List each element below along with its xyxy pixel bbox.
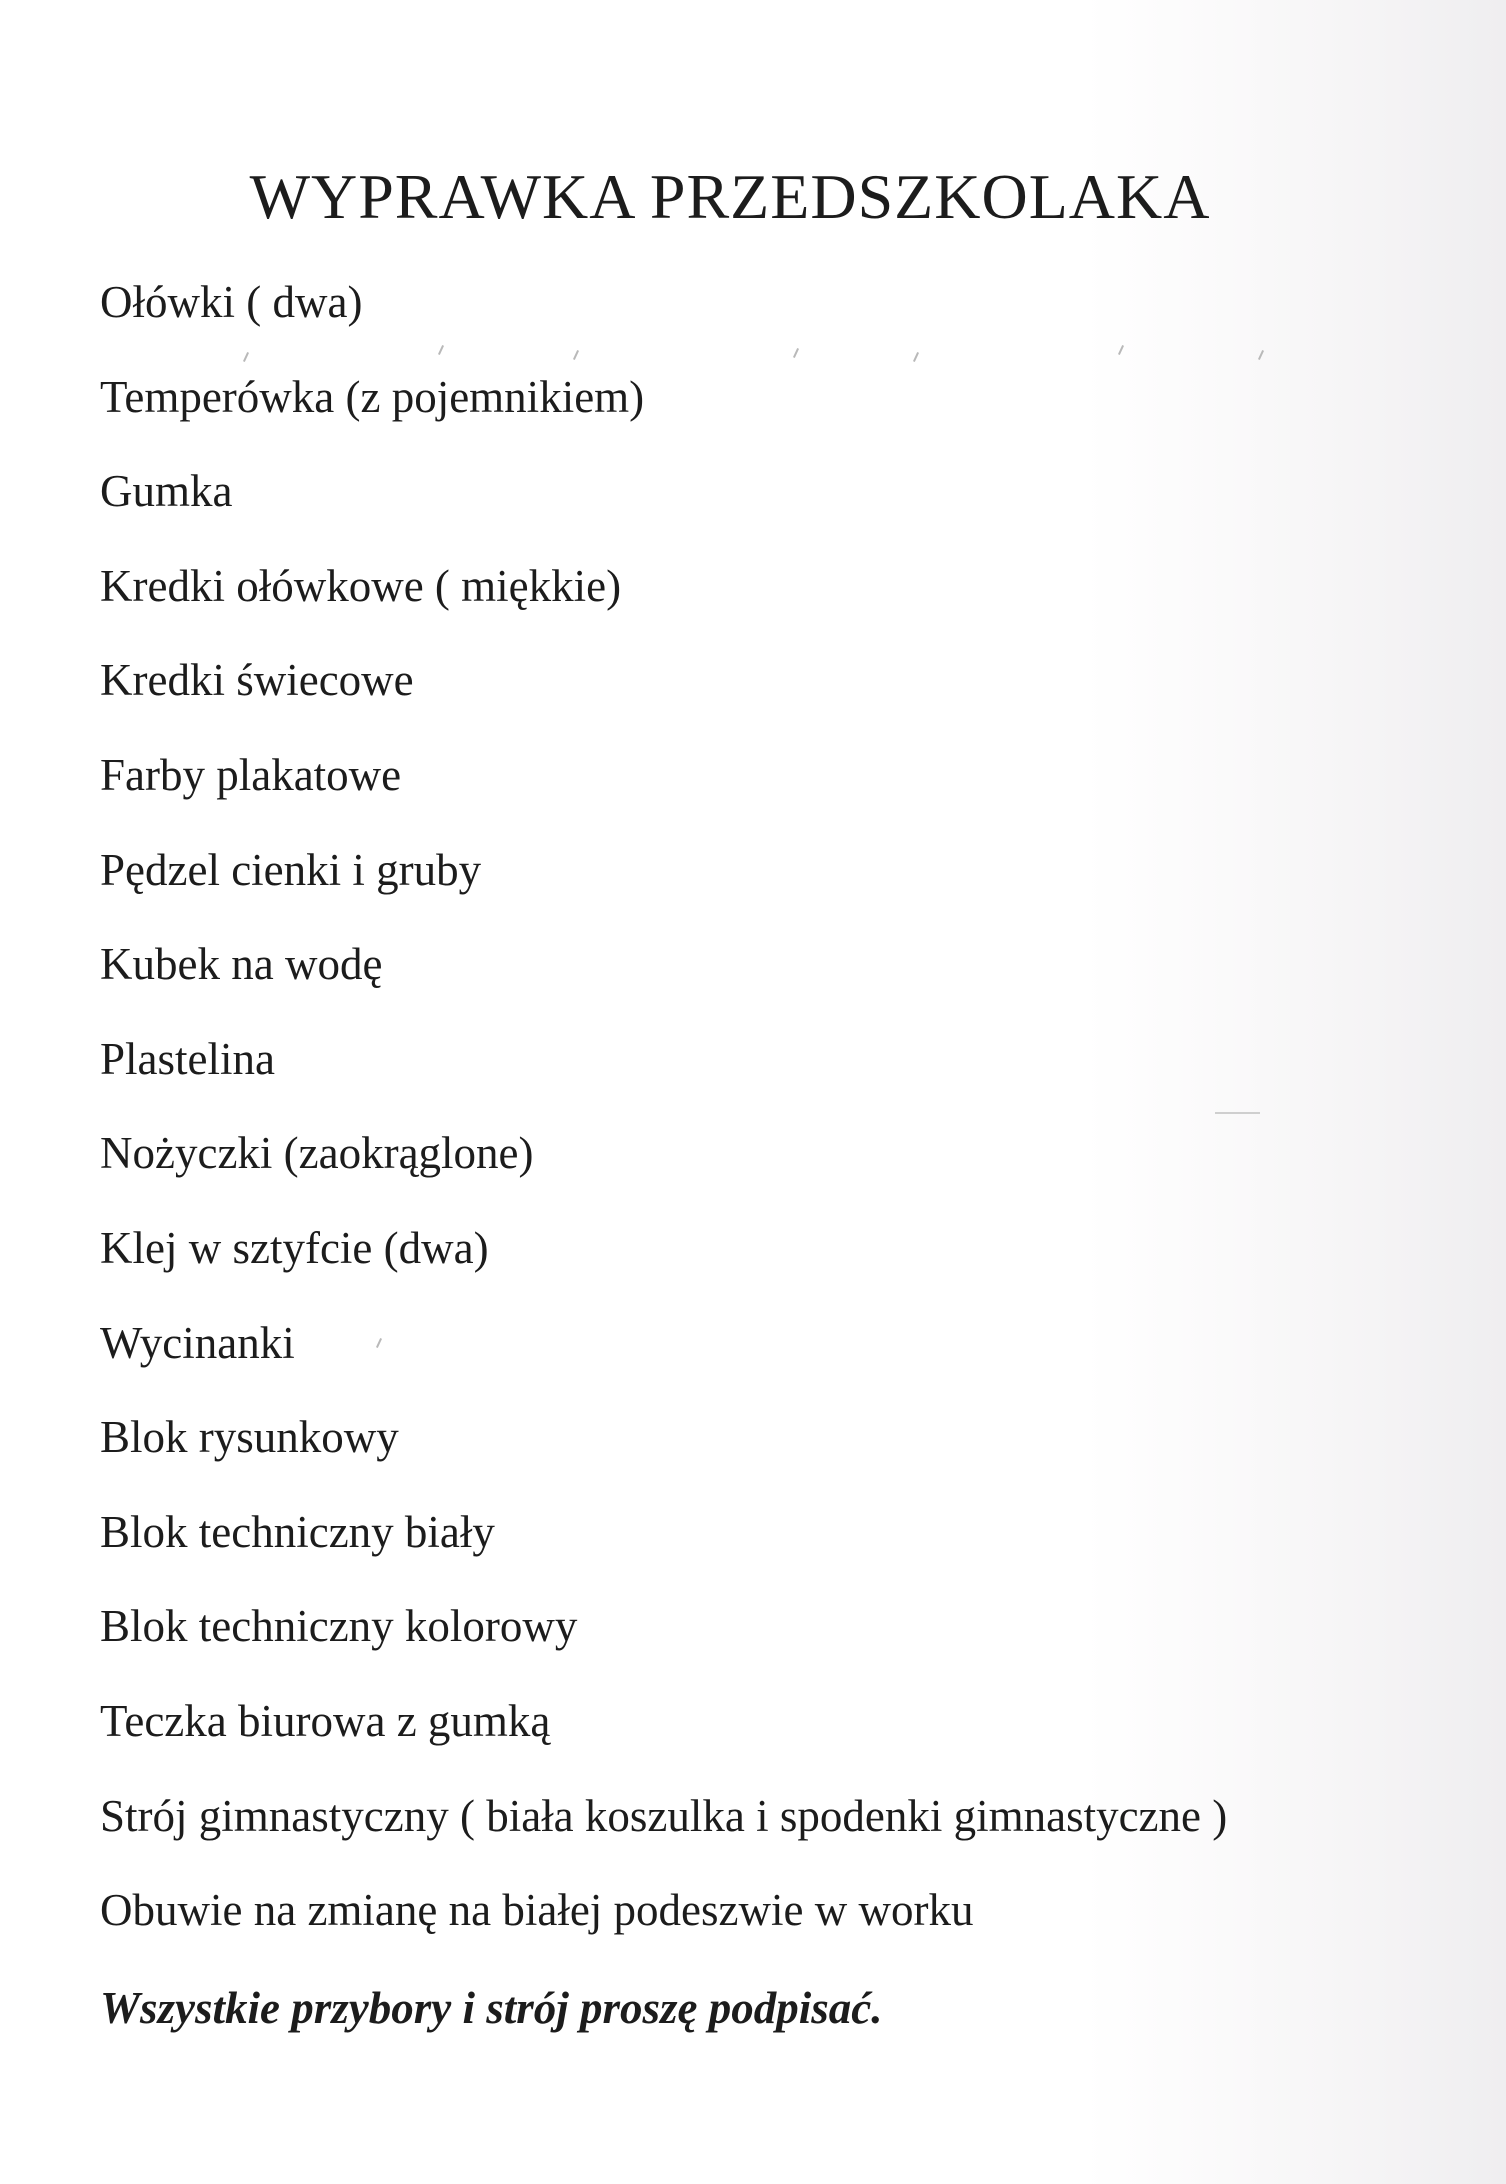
- list-item: Kubek na wodę: [100, 939, 383, 990]
- scan-streak: [1215, 1112, 1260, 1114]
- scan-speck: [1258, 350, 1264, 360]
- list-item: Gumka: [100, 466, 233, 517]
- list-item: Temperówka (z pojemnikiem): [100, 371, 645, 422]
- signing-note: Wszystkie przybory i strój proszę podpisać.: [100, 1983, 883, 2033]
- list-item: Blok techniczny kolorowy: [100, 1601, 578, 1652]
- supply-list: [100, 270, 1227, 1973]
- list-item: Blok techniczny biały: [100, 1506, 495, 1557]
- list-item: Farby plakatowe: [100, 749, 402, 800]
- list-item: Wycinanki: [100, 1317, 295, 1368]
- list-item: Strój gimnastyczny ( biała koszulka i spodenki gimnastyczne ): [100, 1790, 1228, 1841]
- page-title: WYPRAWKA PRZEDSZKOLAKA: [249, 161, 1211, 232]
- list-item: Ołówki ( dwa): [100, 277, 363, 327]
- list-item: Plastelina: [100, 1033, 275, 1084]
- list-item: Obuwie na zmianę na białej podeszwie w worku: [100, 1885, 974, 1936]
- list-item: Nożyczki (zaokrąglone): [100, 1128, 534, 1179]
- list-item: Kredki świecowe: [100, 655, 414, 706]
- list-item: Klej w sztyfcie (dwa): [100, 1222, 489, 1273]
- list-item: Kredki ołówkowe ( miękkie): [100, 560, 622, 611]
- list-item: Teczka biurowa z gumką: [100, 1695, 551, 1746]
- list-item: Blok rysunkowy: [100, 1412, 399, 1463]
- list-item: Pędzel cienki i gruby: [100, 844, 482, 895]
